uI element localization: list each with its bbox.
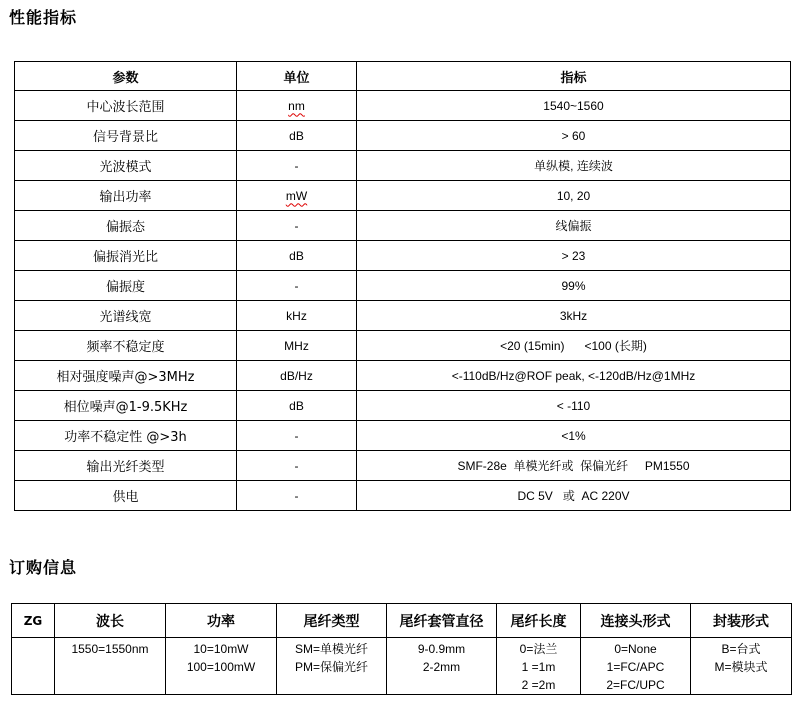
spec-unit-text: - <box>294 158 299 173</box>
header-value: 指标 <box>357 62 791 91</box>
spec-param-cell: 输出功率 <box>15 181 237 211</box>
spec-unit-cell <box>237 481 357 511</box>
order-cell-line: PM=保偏光纤 <box>294 660 368 674</box>
spec-param-cell: 光波模式 <box>15 151 237 181</box>
spec-unit-cell <box>237 451 357 481</box>
order-cell-line: 10=10mW <box>193 642 249 656</box>
spec-row <box>15 91 791 121</box>
header-param: 参数 <box>15 62 237 91</box>
spec-row <box>15 151 791 181</box>
spec-row <box>15 241 791 271</box>
spec-header-row <box>15 62 791 91</box>
spec-unit-cell <box>237 121 357 151</box>
spec-unit-text: - <box>294 488 299 503</box>
order-cell-line: 2-2mm <box>422 660 461 674</box>
header-fiber-type: 尾纤类型 <box>277 604 387 638</box>
order-cell-line: 2=FC/UPC <box>606 678 665 692</box>
ordering-section-title: 订购信息 <box>9 558 78 577</box>
spec-param-cell: 相对强度噪声@>3MHz <box>15 361 237 391</box>
spec-value-cell: <1% <box>357 421 791 451</box>
order-header-row <box>12 604 792 638</box>
order-cell-line: 1=FC/APC <box>606 660 665 674</box>
spec-unit-text: dB <box>289 398 304 413</box>
spec-row <box>15 481 791 511</box>
spec-row <box>15 301 791 331</box>
header-unit: 单位 <box>237 62 357 91</box>
spec-unit-cell <box>237 331 357 361</box>
order-cell-line: SM=单模光纤 <box>294 642 368 656</box>
spec-param-cell: 偏振态 <box>15 211 237 241</box>
order-data-row <box>12 638 792 695</box>
spec-unit-cell <box>237 271 357 301</box>
spec-unit-text: - <box>294 428 299 443</box>
header-connector: 连接头形式 <box>581 604 691 638</box>
spec-row <box>15 391 791 421</box>
spec-param-cell: 相位噪声@1-9.5KHz <box>15 391 237 421</box>
performance-section-title: 性能指标 <box>9 8 78 27</box>
spec-unit-cell <box>237 301 357 331</box>
spec-value-cell: DC 5V 或 AC 220V <box>357 481 791 511</box>
spec-value-cell: 99% <box>357 271 791 301</box>
header-power: 功率 <box>166 604 277 638</box>
spec-unit-text: MHz <box>284 338 309 353</box>
order-cell-line: 9-0.9mm <box>417 642 466 656</box>
spec-unit-text: - <box>294 218 299 233</box>
spec-param-cell: 输出光纤类型 <box>15 451 237 481</box>
spec-value-cell: SMF-28e 单模光纤或 保偏光纤 PM1550 <box>357 451 791 481</box>
order-cell-line: M=模块式 <box>714 660 768 674</box>
spec-value-cell: 3kHz <box>357 301 791 331</box>
spec-param-cell: 供电 <box>15 481 237 511</box>
spec-row <box>15 211 791 241</box>
header-fiber-length: 尾纤长度 <box>497 604 581 638</box>
spec-value-cell: <20 (15min) <100 (长期) <box>357 331 791 361</box>
spec-value-cell: 单纵模, 连续波 <box>357 151 791 181</box>
spec-unit-cell <box>237 361 357 391</box>
spec-row <box>15 271 791 301</box>
spec-value-cell: 1540~1560 <box>357 91 791 121</box>
order-cell <box>387 638 497 695</box>
order-cell-line: 2 =2m <box>521 678 556 692</box>
spec-unit-text: - <box>294 278 299 293</box>
order-table <box>11 603 792 695</box>
spec-row <box>15 361 791 391</box>
spec-param-cell: 频率不稳定度 <box>15 331 237 361</box>
spec-unit-cell <box>237 421 357 451</box>
spec-param-cell: 中心波长范围 <box>15 91 237 121</box>
order-cell-line: 0=None <box>614 642 657 656</box>
spec-row <box>15 331 791 361</box>
spec-value-cell: 10, 20 <box>357 181 791 211</box>
spec-unit-cell <box>237 181 357 211</box>
spec-unit-cell <box>237 211 357 241</box>
spec-unit-cell <box>237 391 357 421</box>
order-cell <box>691 638 792 695</box>
spec-unit-cell <box>237 151 357 181</box>
spec-unit-cell <box>237 241 357 271</box>
order-cell <box>166 638 277 695</box>
spec-unit-text: mW <box>285 188 308 203</box>
header-package: 封装形式 <box>691 604 792 638</box>
spec-param-cell: 偏振消光比 <box>15 241 237 271</box>
spec-unit-text: dB <box>289 248 304 263</box>
spec-value-cell: > 23 <box>357 241 791 271</box>
spec-unit-text: dB/Hz <box>280 368 313 383</box>
order-cell <box>277 638 387 695</box>
spec-value-cell: 线偏振 <box>357 211 791 241</box>
order-cell <box>55 638 166 695</box>
order-cell-line: B=台式 <box>721 642 761 656</box>
spec-unit-cell <box>237 91 357 121</box>
spec-param-cell: 功率不稳定性 @>3h <box>15 421 237 451</box>
order-cell-line: 1 =1m <box>521 660 556 674</box>
spec-param-cell: 光谱线宽 <box>15 301 237 331</box>
header-zg: ZG <box>12 604 55 638</box>
spec-table <box>14 61 791 511</box>
order-cell <box>12 638 55 695</box>
spec-value-cell: > 60 <box>357 121 791 151</box>
spec-param-cell: 信号背景比 <box>15 121 237 151</box>
spec-unit-text: nm <box>288 98 305 113</box>
spec-unit-text: kHz <box>286 308 307 323</box>
spec-value-cell: <-110dB/Hz@ROF peak, <-120dB/Hz@1MHz <box>357 361 791 391</box>
order-cell <box>581 638 691 695</box>
order-cell-line: 100=100mW <box>186 660 256 674</box>
order-cell-line: 1550=1550nm <box>71 642 149 656</box>
spec-value-cell: < -110 <box>357 391 791 421</box>
spec-row <box>15 451 791 481</box>
spec-param-cell: 偏振度 <box>15 271 237 301</box>
header-wavelength: 波长 <box>55 604 166 638</box>
header-jacket-diameter: 尾纤套管直径 <box>387 604 497 638</box>
spec-unit-text: dB <box>289 128 304 143</box>
spec-row <box>15 121 791 151</box>
spec-row <box>15 181 791 211</box>
order-cell <box>497 638 581 695</box>
order-cell-line: 0=法兰 <box>519 642 558 656</box>
spec-row <box>15 421 791 451</box>
spec-unit-text: - <box>294 458 299 473</box>
